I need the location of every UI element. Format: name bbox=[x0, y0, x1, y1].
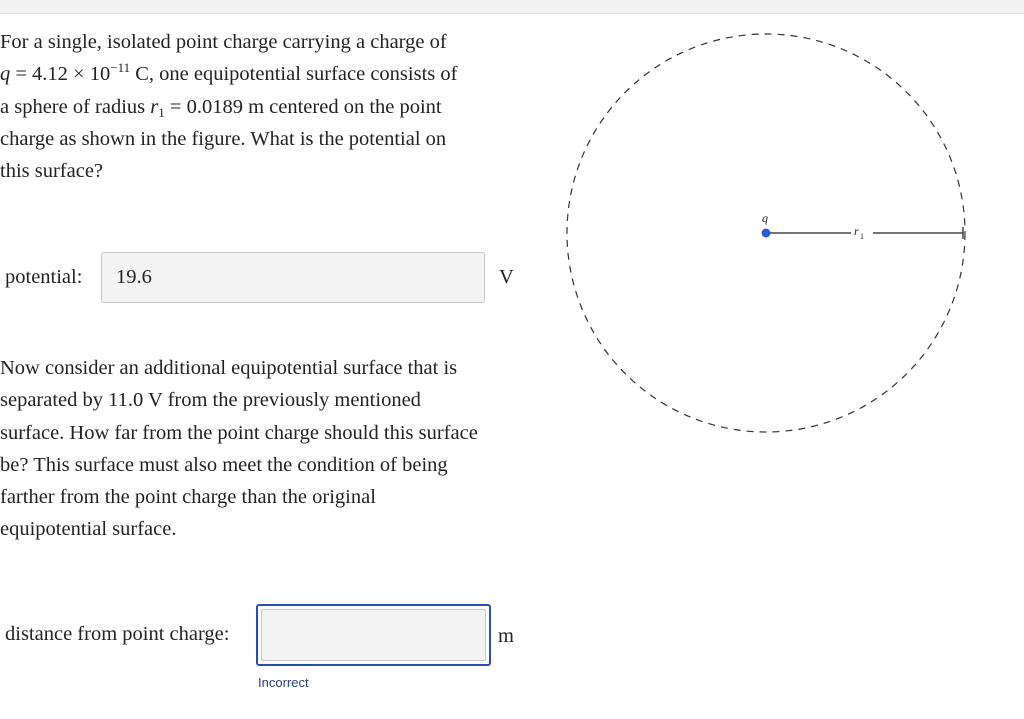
question-line: charge as shown in the figure. What is the potential on bbox=[0, 127, 447, 150]
question-line: farther from the point charge than the original bbox=[0, 486, 376, 509]
equipotential-figure bbox=[548, 20, 988, 450]
radius-subscript: 1 bbox=[158, 104, 165, 120]
question-line: equipotential surface. bbox=[0, 518, 177, 541]
question-text-1 bbox=[0, 26, 540, 187]
potential-label: potential: bbox=[5, 266, 83, 288]
exponent: −11 bbox=[110, 60, 131, 76]
potential-input[interactable] bbox=[101, 252, 485, 303]
radius-label: r bbox=[854, 224, 859, 238]
distance-input-box bbox=[261, 609, 486, 661]
charge-label: q bbox=[762, 211, 768, 225]
question-line: a sphere of radius $r_1 = 0.0189$ m centered on the point bbox=[0, 95, 442, 120]
point-charge-dot bbox=[762, 229, 771, 238]
distance-input[interactable] bbox=[262, 610, 485, 660]
charge-symbol: q bbox=[0, 63, 11, 86]
distance-label: distance from point charge: bbox=[5, 623, 230, 645]
distance-unit: m bbox=[498, 625, 514, 647]
question-line: separated by 11.0 V from the previously mentioned bbox=[0, 389, 421, 412]
question-line: surface. How far from the point charge should this surface bbox=[0, 421, 478, 444]
question-line: Now consider an additional equipotential surface that is bbox=[0, 357, 458, 379]
question-text-2 bbox=[0, 352, 540, 546]
radius-symbol: r bbox=[150, 95, 159, 118]
potential-unit: V bbox=[499, 266, 514, 288]
question-line: $q = 4.12 \times 10^{-11}$ C, one equipotential surface consists of bbox=[0, 60, 458, 86]
question-line: For a single, isolated point charge carrying a charge of bbox=[0, 31, 447, 53]
distance-input-wrapper bbox=[256, 604, 491, 666]
top-bar bbox=[0, 0, 1024, 14]
incorrect-status: Incorrect bbox=[258, 675, 309, 690]
question-line: this surface? bbox=[0, 160, 104, 183]
radius-label-subscript: 1 bbox=[860, 232, 864, 241]
question-line: be? This surface must also meet the condition of being bbox=[0, 453, 448, 476]
